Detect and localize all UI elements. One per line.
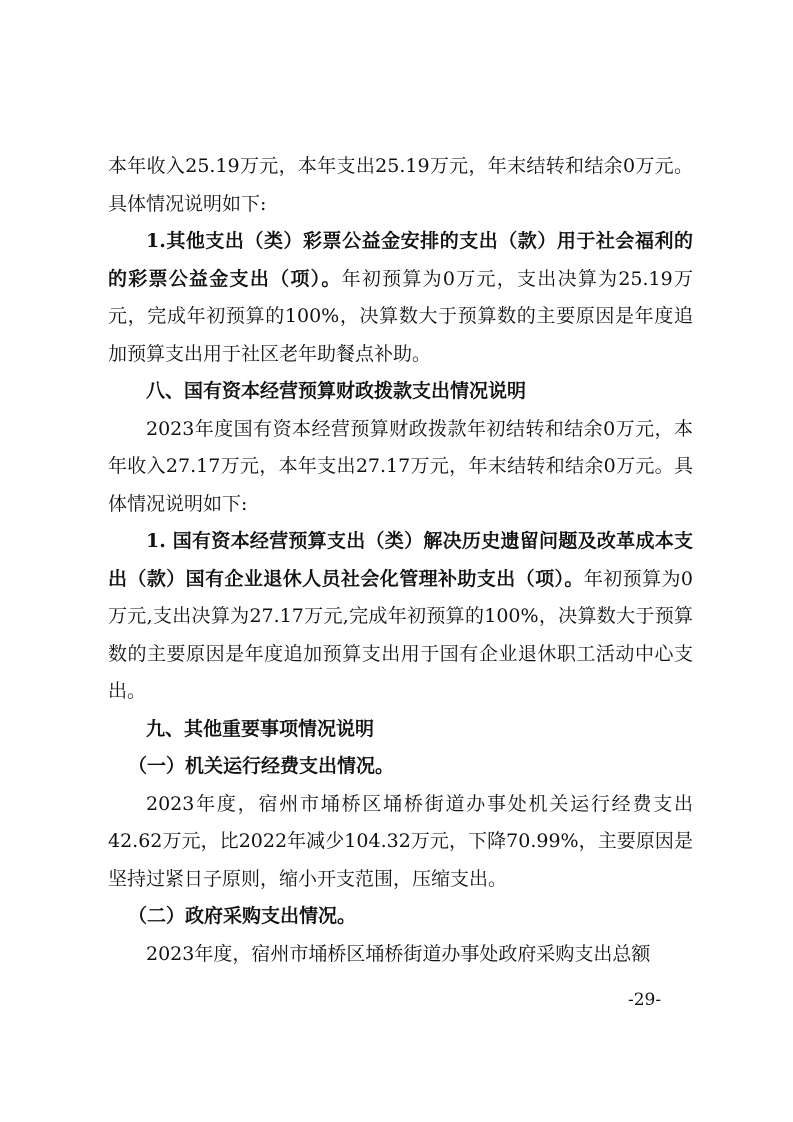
item-title: 1. 国有资本经营预算支出（类）解决历史遗留问题及改革成本支出（款）国有企业退休人员社会化管理补助支出（项）。: [108, 530, 693, 590]
item-title: 1.其他支出（类）彩票公益金安排的支出（款）用于社会福利的的彩票公益金支出（项）。: [108, 230, 693, 290]
paragraph-text: 年初预算为0万元,支出决算为27.17万元,完成年初预算的100%，决算数大于预算数的主要原因是年度追加预算支出用于国有企业退休职工活动中心支出。: [108, 567, 693, 702]
lottery-fund-item-paragraph: [108, 223, 693, 373]
income-summary-paragraph: [108, 148, 693, 223]
page-number: -29-: [628, 990, 662, 1010]
procurement-paragraph: [108, 936, 693, 974]
paragraph-text: 2023年度，宿州市埇桥区埇桥街道办事处机关运行经费支出42.62万元，比2022年减少104.32万元，下降70.99%，主要原因是坚持过紧日子原则，缩小开支范围，压缩支出。: [108, 792, 693, 890]
paragraph-text: 本年收入25.19万元，本年支出25.19万元，年末结转和结余0万元。具体情况说明如下:: [108, 155, 693, 215]
section-heading-9: 九、其他重要事项情况说明: [146, 717, 375, 740]
section-heading-8: 八、国有资本经营预算财政拨款支出情况说明: [146, 380, 527, 402]
state-capital-summary-paragraph: [108, 411, 693, 524]
state-capital-item-paragraph: [108, 523, 693, 711]
paragraph-text: 2023年度，宿州市埇桥区埇桥街道办事处政府采购支出总额: [146, 942, 651, 965]
operating-expense-paragraph: [108, 786, 693, 899]
paragraph-text: 2023年度国有资本经营预算财政拨款年初结转和结余0万元，本年收入27.17万元，本年支出27.17万元，年末结转和结余0万元。具体情况说明如下:: [108, 417, 693, 515]
subsection-heading-2: （二）政府采购支出情况。: [128, 905, 357, 927]
paragraph-text: 年初预算为0万元，支出决算为25.19万元，完成年初预算的100%，决算数大于预算数的主要原因是年度追加预算支出用于社区老年助餐点补助。: [108, 267, 693, 365]
subsection-heading-1: （一）机关运行经费支出情况。: [128, 755, 395, 777]
document-body: [108, 148, 693, 973]
